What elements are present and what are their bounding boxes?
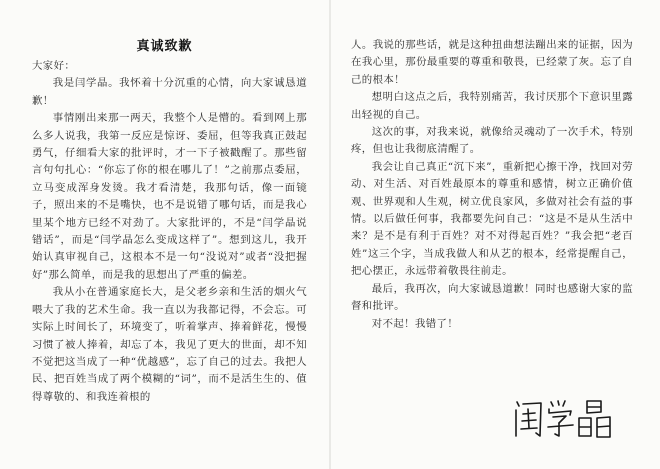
letter-page-left: [0, 0, 329, 469]
letter-title: 真诚致歉: [136, 39, 193, 54]
paragraph-6: 我会让自己真正“沉下来”，重新把心擦干净，找回对劳动、对生活、对百姓最原本的尊重和感情，树立正确价值观、世界观和人生观，树立优良家风，多做对社会有益的事情。以后做任何事，我都要先问自己：“这是不是从生活中来？是不是有利于百姓？对不对得起百姓？”我会把“老百姓”这三个字，当成我做人和从艺的根本，经常提醒自己，把心摆正，永远带着敬畏往前走。: [351, 160, 633, 278]
paragraph-4: 想明白这点之后，我特别痛苦，我讨厌那个下意识里露出轻视的自己。: [351, 91, 633, 121]
paragraph-2: 事情刚出来那一两天，我整个人是懵的。看到网上那么多人说我，我第一反应是惊讶、委屈，但等我真正鼓起勇气，仔细看大家的批评时，才一下子被戳醒了。那些留言句句扎心：“你忘了你的根在哪儿了！”之前那点委屈，立马变成浑身发烫。我才看清楚，我那句话，像一面镜子，照出来的不是嘴快，也不是说错了哪句话，而是我心里某个地方已经不对劲了。大家批评的，不是“闫学晶说错话”，而是“闫学晶怎么变成这样了”。想到这儿，我开始认真审视自己，这根本不是一句“没说对”或者“没把握好”那么简单，而是我的思想出了严重的偏差。: [32, 112, 307, 281]
greeting: 大家好：: [32, 60, 76, 72]
letter-body-right: [351, 37, 633, 333]
paragraph-5: 这次的事，对我来说，就像给灵魂动了一次手术，特别疼，但也让我彻底清醒了。: [351, 126, 633, 156]
paragraph-1: 我是闫学晶。我怀着十分沉重的心情，向大家诚恳道歉！: [32, 77, 307, 107]
paragraph-7: 最后，我再次，向大家诚恳道歉！同时也感谢大家的监督和批评。: [351, 282, 633, 313]
letter-body-left: [32, 58, 307, 406]
letter-page-right: [331, 0, 660, 469]
paragraph-3: 我从小在普通家庭长大，是父老乡亲和生活的烟火气喂大了我的艺术生命。我一直以为我都记得，不会忘。可实际上时间长了，环境变了，听着掌声、捧着鲜花，慢慢习惯了被人捧着，却忘了本，我见了更大的世面，却不知不觉把这当成了一种“优越感”，忘了自己的过去。我把人民、把百姓当成了两个模糊的“词”，而不是活生生的、值得尊敬的、和我连着根的: [32, 286, 307, 403]
paragraph-8: 对不起！我错了！: [371, 317, 459, 330]
handwritten-signature: [511, 396, 631, 444]
paragraph-3-continued: 人。我说的那些话，就是这种扭曲想法蹦出来的证据，因为在我心里，那份最重要的尊重和敬畏，已经蒙了灰。忘了自己的根本！: [351, 39, 633, 86]
